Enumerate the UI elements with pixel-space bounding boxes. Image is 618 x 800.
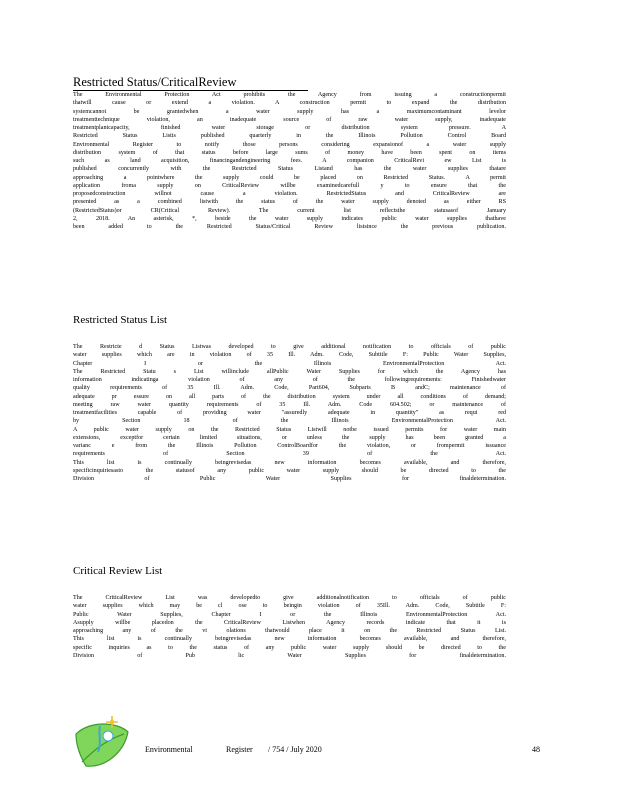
text-line: water supplies which may be cl ose to beingin violation of 35Ill. Adm. Code, Subtitle F: xyxy=(73,603,506,610)
text-line: This list is continually beingrevisedas new information becomes available, and therefore, xyxy=(73,636,506,643)
text-line: treatmenttechnique violation, an inadequate source of raw water supply, inadequate xyxy=(73,116,506,123)
critical-review-paragraph xyxy=(73,594,506,660)
text-line: Division of Pub lic Water Supplies for finaldetermination. xyxy=(73,652,506,659)
text-line: approaching a pointwhere the supply could be placed on Restricted Status. A permit xyxy=(73,174,506,181)
text-line: such as land acquisition, financingandengineering fees. A companion CriticalRevi ew List is xyxy=(73,158,506,164)
text-line: adequate pr essure on all parts of the distribution system under all conditions of demand; xyxy=(73,393,506,400)
text-line: distribution system of that status before large sums of money have been spent on items xyxy=(73,149,506,156)
text-line: been added to the Restricted Status/Critical Review listsince the previous publication. xyxy=(73,224,506,230)
text-line: Restricted Status Listis published quarterly in the Illinois Pollution Control Board xyxy=(73,133,506,140)
critical-review-heading: Critical Review List xyxy=(73,565,163,577)
environmental-register-logo-icon xyxy=(72,712,132,772)
text-line: This list is continually beingrevisedas new information becomes available, and therefore, xyxy=(73,459,506,466)
text-line: approaching any of the vi olations thatwould place it on the Restricted Status List. xyxy=(73,628,506,634)
text-line: Chapter I or the Illinois EnvironmentalProtection Act. xyxy=(73,360,506,367)
section-title: Restricted Status/CriticalReview xyxy=(73,75,308,91)
text-line: A public water supply on the Restricted Status Listwill notbe issued permits for water main xyxy=(73,426,506,433)
text-line: extensions, exceptfor certain limited situations, or unless the supply has been granted a xyxy=(73,434,506,441)
text-line: Division of Public Water Supplies for finaldetermination. xyxy=(73,476,506,482)
text-line: presented as a combined listwith the status of the water supply denoted as either RS xyxy=(73,199,506,206)
text-line: proposedconstruction willnot cause a violation. RestrictedStatus and CriticalReview are xyxy=(73,191,506,197)
text-line: The Restricte d Status Listwas developed to give additional notification to officials of public xyxy=(73,344,506,350)
text-line: Asupply willbe placedon the CriticalReview Listwhen Agency records indicate that it is xyxy=(73,619,506,626)
intro-paragraph xyxy=(73,91,506,231)
text-line: The Restricted Statu s List willinclude allPublic Water Supplies for which the Agency has xyxy=(73,368,506,375)
text-line: thatwill cause or extend a violation. A construction permit to expand the distribution xyxy=(73,100,506,107)
footer-publication: Environmental xyxy=(145,745,193,754)
footer-page-number: 48 xyxy=(532,745,540,754)
text-line: treatmentfacilities capable of providing water "assuredly adequate in quantity" as requi red xyxy=(73,410,506,416)
text-line: meeting raw water quantity requirements of 35 Ill. Adm. Code 604.502; or maintenance of xyxy=(73,401,506,408)
restricted-status-paragraph xyxy=(73,343,506,483)
text-line: treatmentplantcapacity, finished water storage or distribution system pressure. A xyxy=(73,125,506,131)
text-line: Public Water Supplies, Chapter I or the Illinois EnvironmentalProtection Act. xyxy=(73,611,506,618)
text-line: application froma supply on CriticalReview willbe examinedcarefull y to ensure that the xyxy=(73,182,506,189)
text-line: The CriticalReview List was developedto give additionalnotification to officials of public xyxy=(73,595,506,601)
text-line: Environmental Register to notify those persons considering expansionof a water supply xyxy=(73,141,506,148)
text-line: (RestrictedStatus)or CR(Critical Review). The current list reflectsthe statusasof January xyxy=(73,207,506,214)
text-line: information indicatinga violation of any of the followingrequirements: Finishedwater xyxy=(73,377,506,383)
restricted-status-heading: Restricted Status List xyxy=(73,314,168,326)
text-line: systemcannot be grantedwhen a water supply has a maximumcontaminant levelor xyxy=(73,108,506,115)
text-line: by Section 18 of the Illinois EnvironmentalProtection Act. xyxy=(73,418,506,425)
footer-issue: / 754 / July 2020 xyxy=(268,745,322,754)
text-line: requirements of Section 39 of the Act. xyxy=(73,451,506,458)
text-line: quality requirements of 35 Ill. Adm. Code, Part604, Subparts B andC; maintenance of xyxy=(73,385,506,392)
text-line: 2, 2018. An asterisk, *, beside the water supply indicates public water supplies thathave xyxy=(73,215,506,222)
text-line: specific inquiries as to the status of any public water supply should be directed to the xyxy=(73,644,506,651)
text-line: published concurrently with the Restricted Status Listand has the water supplies thatare xyxy=(73,166,506,173)
text-line: varianc e from the Illinois Pollution ControlBoardfor the violation, or frompermit issuance xyxy=(73,443,506,449)
text-line: water supplies which are in violation of 35 Ill. Adm. Code, Subtitle F: Public Water Supplies, xyxy=(73,352,506,359)
text-line: specificinquiriesasto the statusof any public water supply should be directed to the xyxy=(73,467,506,474)
footer-register: Register xyxy=(226,745,253,754)
text-line: The Environmental Protection Act prohibits the Agency from issuing a constructionpermit xyxy=(73,92,506,98)
